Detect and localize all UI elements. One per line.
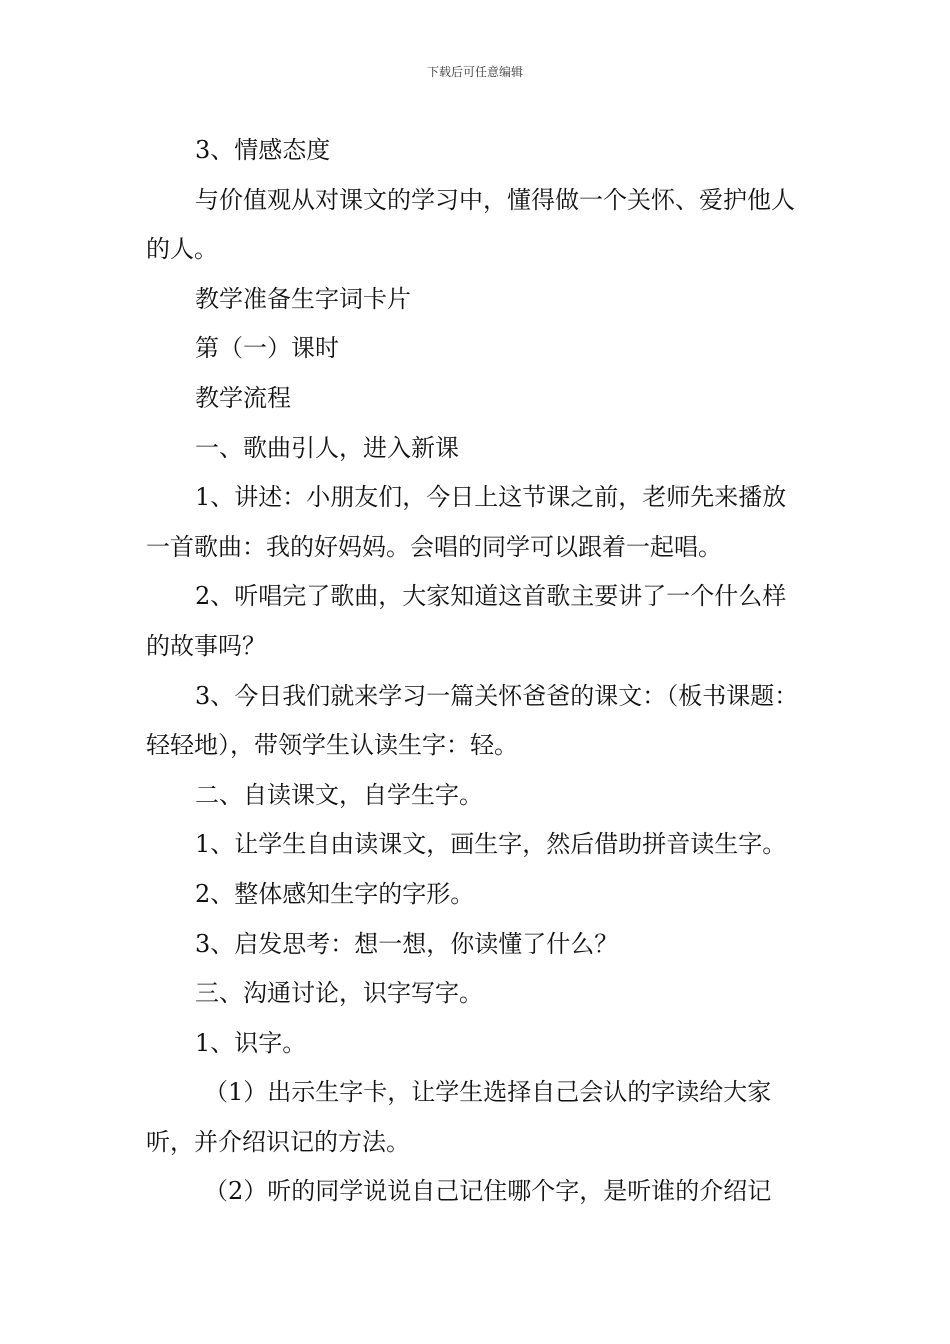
paragraph: 1、讲述：小朋友们，今日上这节课之前，老师先来播放一首歌曲：我的好妈妈。会唱的同学可以跟着一起唱。 [146,483,787,561]
paragraph: 1、识字。 [195,1028,307,1057]
paragraph: 1、让学生自由读课文，画生字，然后借助拼音读生字。 [195,830,787,859]
paragraph-section-heading: 三、沟通讨论，识字写字。 [195,979,483,1008]
paragraph-lesson-title: 第（一）课时 [195,334,339,363]
paragraph-section-heading: 教学流程 [195,383,291,412]
paragraph-section-heading: 一、歌曲引人，进入新课 [195,433,459,462]
paragraph: 2、听唱完了歌曲，大家知道这首歌主要讲了一个什么样的故事吗？ [146,582,787,660]
paragraph: （1）出示生字卡，让学生选择自己会认的字读给大家听，并介绍识记的方法。 [146,1078,772,1156]
document-body [146,126,810,1217]
page-header: 下载后可任意编辑 [426,65,523,79]
paragraph: 3、今日我们就来学习一篇关怀爸爸的课文：（板书课题：轻轻地），带领学生认读生字：轻。 [146,681,799,760]
paragraph: 3、启发思考：想一想，你读懂了什么？ [195,929,619,958]
paragraph: （2）听的同学说说自己记住哪个字，是听谁的介绍记 [204,1177,772,1206]
paragraph: 与价值观从对课文的学习中，懂得做一个关怀、爱护他人的人。 [146,185,795,264]
paragraph: 2、整体感知生字的字形。 [195,879,475,908]
paragraph: 教学准备生字词卡片 [195,284,411,313]
paragraph-section-heading: 二、自读课文，自学生字。 [195,780,483,809]
paragraph-section-heading: 3、情感态度 [195,136,331,164]
